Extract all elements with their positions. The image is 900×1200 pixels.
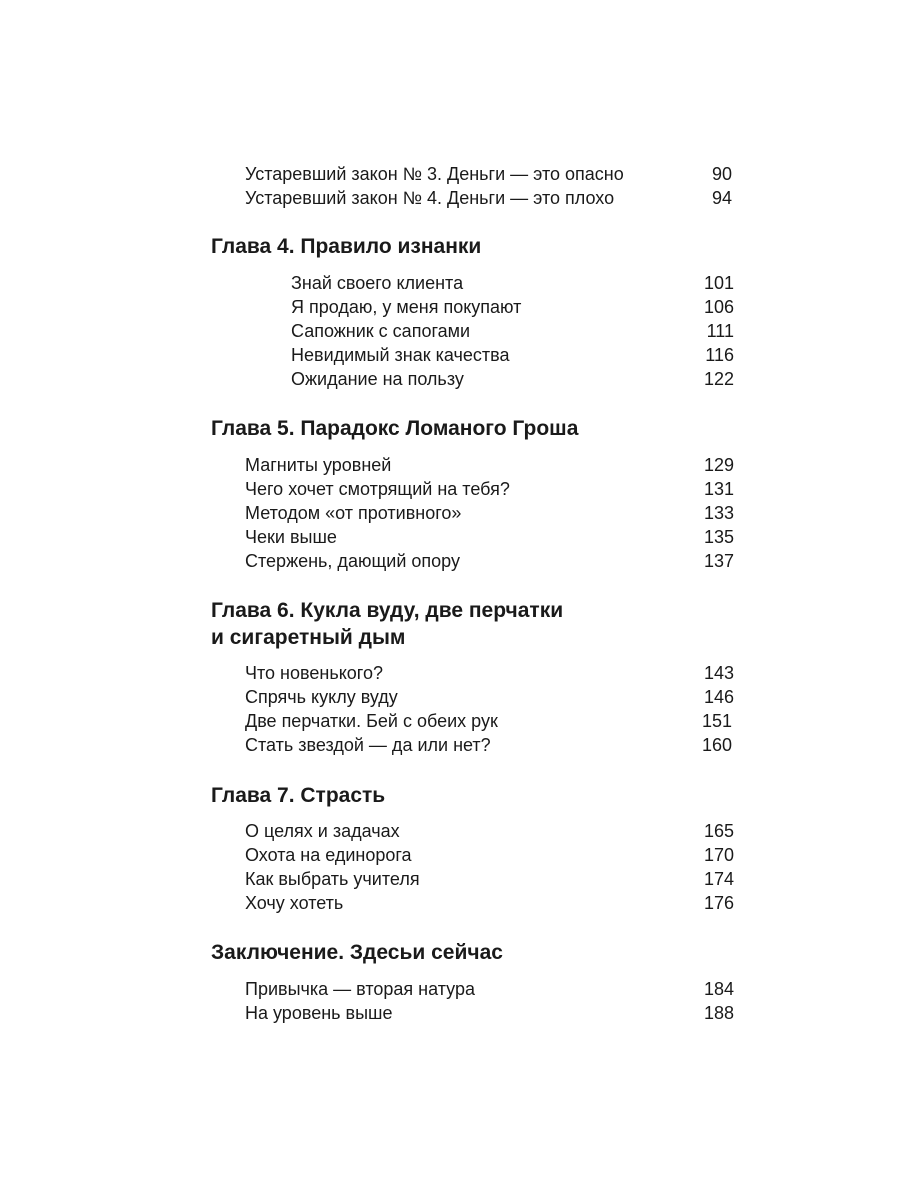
toc-entry-title: Устаревший закон № 4. Деньги — это плохо [245, 188, 615, 208]
toc-entry-page: 94 [711, 188, 732, 208]
chapter-heading: Глава 7. Страсть [211, 784, 386, 807]
chapter-heading: Заключение. Здесьи сейчас [211, 941, 503, 964]
chapter-heading: Глава 5. Парадокс Ломаного Гроша [211, 417, 579, 440]
toc-entry-title: Сапожник с сапогами [291, 321, 471, 341]
chapter-heading: Глава 6. Кукла вуду, две перчатки [211, 599, 564, 622]
toc-entry-page: 137 [703, 551, 734, 571]
toc-entry-title: Стержень, дающий опору [245, 551, 460, 571]
toc-entry-page: 116 [705, 345, 734, 365]
toc-entry-page: 170 [703, 845, 734, 865]
toc-entry-title: Невидимый знак качества [291, 345, 510, 365]
toc-entry-title: Ожидание на пользу [291, 369, 464, 389]
toc-entry-title: Две перчатки. Бей с обеих рук [245, 711, 498, 731]
toc-entry-page: 174 [703, 869, 734, 889]
toc-entry-title: Хочу хотеть [245, 893, 344, 913]
toc-entry-page: 146 [703, 687, 734, 707]
toc-entry-page: 122 [703, 369, 734, 389]
toc-entry-page: 129 [703, 455, 734, 475]
toc-entry-title: Спрячь куклу вуду [245, 687, 398, 707]
toc-entry-page: 133 [703, 503, 734, 523]
toc-entry-page: 106 [703, 297, 734, 317]
toc-entry-page: 165 [703, 821, 734, 841]
toc-entry-title: Как выбрать учителя [245, 869, 420, 889]
toc-entry-page: 188 [703, 1003, 734, 1023]
toc-entry-title: Методом «от противного» [245, 503, 462, 523]
toc-entry-page: 131 [703, 479, 734, 499]
toc-entry-page: 90 [711, 164, 732, 184]
toc-entry-title: Чеки выше [245, 527, 337, 547]
toc-entry-page: 176 [703, 893, 734, 913]
chapter-heading: Глава 4. Правило изнанки [211, 235, 482, 258]
toc-entry-title: Привычка — вторая натура [245, 979, 475, 999]
toc-entry-page: 160 [701, 735, 732, 755]
toc-entry-page: 143 [703, 663, 734, 683]
toc-entry-title: Магниты уровней [245, 455, 392, 475]
toc-entry-title: Что новенького? [245, 663, 383, 683]
toc-entry-title: Охота на единорога [245, 845, 412, 865]
toc-entry-title: О целях и задачах [245, 821, 400, 841]
toc-entry-title: Я продаю, у меня покупают [291, 297, 522, 317]
toc-entry-title: Чего хочет смотрящий на тебя? [245, 479, 510, 499]
toc-entry-page: 101 [703, 273, 734, 293]
toc-entry-title: Стать звездой — да или нет? [245, 735, 491, 755]
toc-entry-page: 184 [703, 979, 734, 999]
chapter-heading-continued: и сигаретный дым [211, 626, 406, 649]
toc-entry-page: 151 [701, 711, 732, 731]
toc-entry-title: На уровень выше [245, 1003, 393, 1023]
toc-entry-page: 135 [703, 527, 734, 547]
toc-entry-page: 111 [706, 321, 734, 341]
toc-entry-title: Устаревший закон № 3. Деньги — это опасно [245, 164, 624, 184]
toc-entry-title: Знай своего клиента [291, 273, 464, 293]
